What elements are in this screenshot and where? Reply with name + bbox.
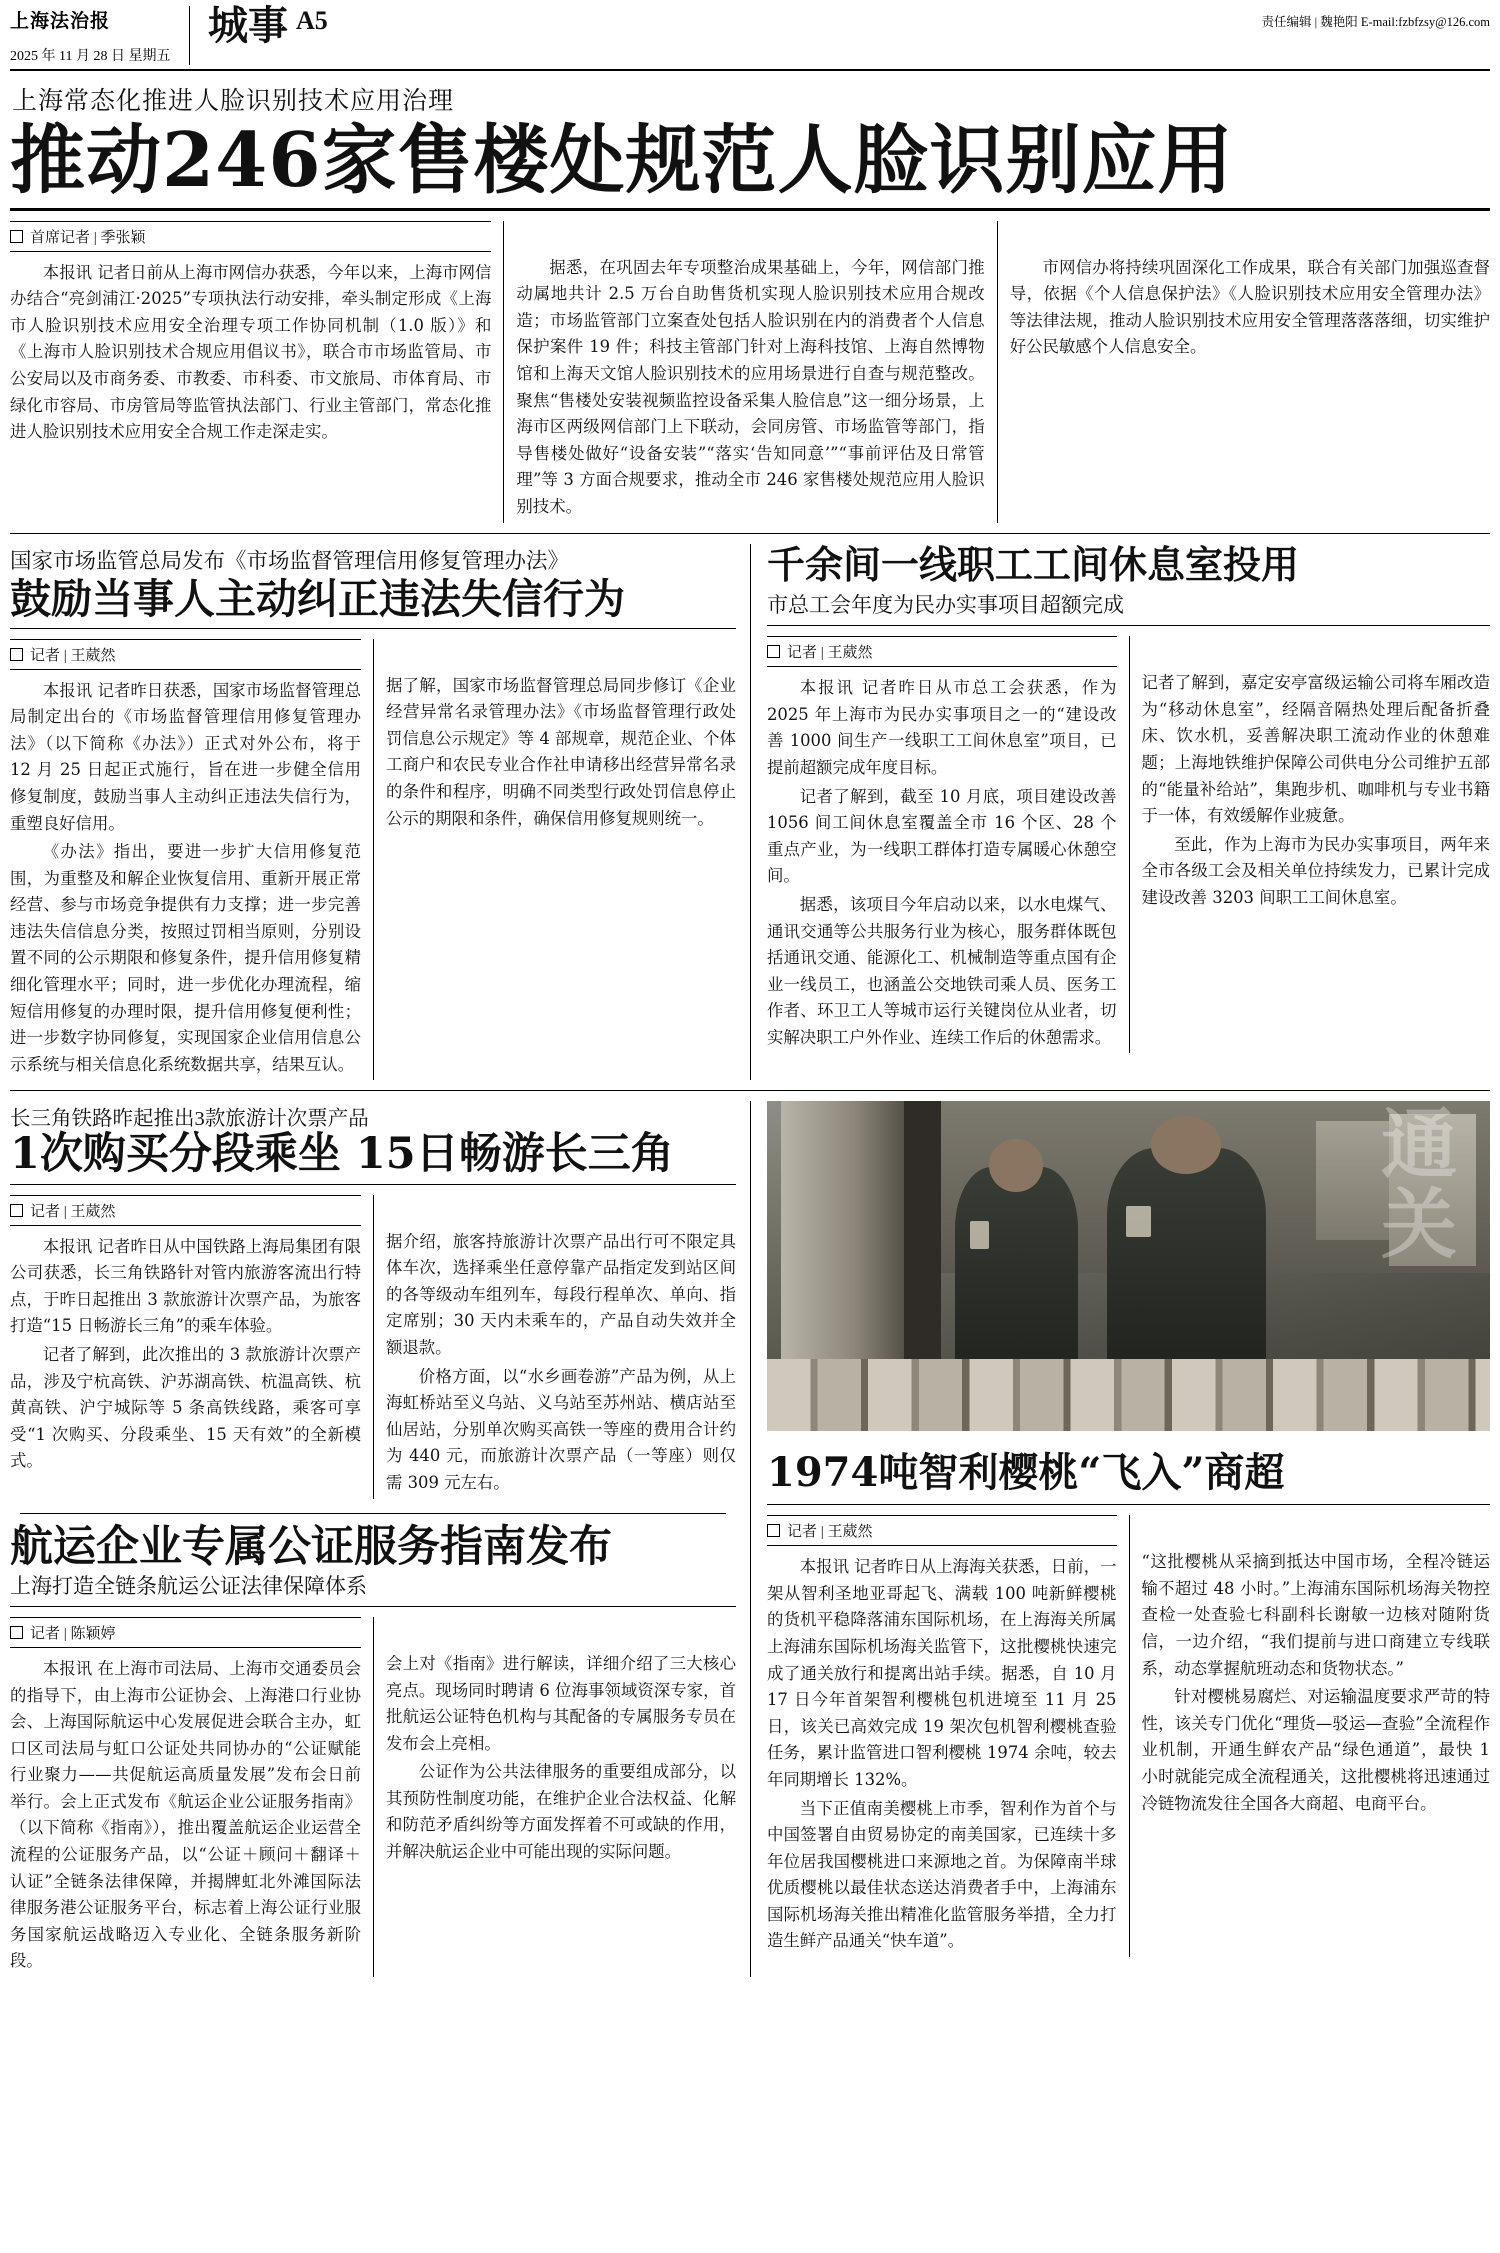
byline: [10, 1617, 361, 1648]
byline-text: 首席记者 | 季张颖: [30, 229, 146, 246]
byline-text: 记者 | 王葳然: [787, 1524, 873, 1541]
story-headline: 千余间一线职工工间休息室投用: [767, 541, 1300, 587]
masthead-left: [10, 6, 190, 65]
paragraph: 本报讯 在上海市司法局、上海市交通委员会的指导下，由上海市公证协会、上海港口行业协会、上海国际航运中心发展促进会联合主办，虹口区司法局与虹口公证处共同协办的“公证赋能行业聚力——共促航运高质量发展”发布会日前举行。会上正式发布《航运企业公证服务指南》（以下简称《指南》），推出覆盖航运企业运营全流程的公证服务产品，以“公证＋顾问＋翻译＋认证”全链条法律保障，并揭牌虹北外滩国际法律服务港公证服务平台，标志着上海公证行业服务国家航运战略迈入专业化、全链条服务新阶段。: [10, 1658, 361, 1971]
issue-date: 2025 年 11 月 28 日 星期五: [10, 49, 171, 64]
paragraph: 本报讯 记者昨日从上海海关获悉，日前，一架从智利圣地亚哥起飞、满载 100 吨新鲜樱桃的货机平稳降落浦东国际机场，在上海海关所属上海浦东国际机场海关监管下，这批樱桃快速完成了通关放行和提离出站手续。据悉，自 10 月 17 日今年首架智利樱桃包机进境至 11 月 25 日，该关已高效完成 19 架次包机智利樱桃查验任务，累计监管进口智利樱桃 1974 余吨，较去年同期增长 132%。: [767, 1557, 1117, 1789]
section-name: 城事: [208, 2, 288, 49]
paragraph: 据介绍，旅客持旅游计次票产品出行可不限定具体车次，选择乘坐任意停靠产品指定发到站区间的各等级动车组列车，每段行程单次、单向、指定席别；30 天内未乘车的，产品自动失效并全额退款。: [386, 1231, 736, 1358]
rail-ticket-story: [10, 1101, 736, 1498]
paragraph: 本报讯 记者昨日获悉，国家市场监督管理总局制定出台的《市场监督管理信用修复管理办法》（以下简称《办法》）正式对外公布，将于 12 月 25 日起正式施行，旨在进一步健全信用修复制度，鼓励当事人主动纠正违法失信行为，重塑良好信用。: [10, 680, 361, 833]
lower-left-column: [10, 1101, 750, 1977]
byline-marker-icon: [10, 648, 23, 661]
divider: [10, 1090, 1490, 1091]
paragraph: 据悉，在巩固去年专项整治成果基础上，今年，网信部门推动属地共计 2.5 万台自助售货机实现人脸识别技术应用合规改造；市场监管部门立案查处包括人脸识别在内的消费者个人信息保护案件 19 件；科技主管部门针对上海科技馆、上海自然博物馆和上海天文馆人脸识别技术的应用场景进行自查与规范整改。聚焦“售楼处安装视频监控设备采集人脸信息”这一细分场景，上海市区两级网信部门上下联动，会同房管、市场监管等部门，指导售楼处做好“设备安装”“落实‘告知同意’”“事前评估及日常管理”等 3 方面合规要求，推动全市 246 家售楼处规范应用人脸识别技术。: [516, 257, 985, 516]
paragraph: 《办法》指出，要进一步扩大信用修复范围，为重整及和解企业恢复信用、重新开展正常经营、参与市场竞争提供有力支撑；进一步完善违法失信信息分类，按照过罚相当原则，分别设置不同的公示期限和修复条件，提升信用修复精细化管理水平；同时，进一步优化办理流程，缩短信用修复的办理时限，提升信用修复便利性；进一步数字协同修复，实现国家企业信用信息公示系统与相关信息化系统数据共享，结果互认。: [10, 842, 361, 1074]
middle-band: [0, 541, 1500, 1081]
paragraph: 会上对《指南》进行解读，详细介绍了三大核心亮点。现场同时聘请 6 位海事领域资深专家，首批航运公证特色机构与其配备的专属服务专员在发布会上亮相。: [386, 1653, 736, 1753]
notary-story: [10, 1521, 736, 1977]
paragraph: 据悉，该项目今年启动以来，以水电煤气、通讯交通等公共服务行业为核心，服务群体既包括通讯交通、能源化工、机械制造等重点国有企业一线员工，也涵盖公交地铁司乘人员、医务工作者、环卫工人等城市运行关键岗位从业者，切实解决职工户外作业、连续工作后的休憩需求。: [767, 894, 1117, 1047]
photo-officer-left: [955, 1167, 1078, 1372]
story-subhead: 上海打造全链条航运公证法律保障体系: [10, 1573, 367, 1598]
story-headline: 1974吨智利樱桃“飞入”商超: [767, 1449, 1285, 1497]
news-photo: [767, 1101, 1490, 1431]
byline: [767, 1515, 1117, 1546]
byline-marker-icon: [767, 645, 780, 658]
credit-restore-story: [10, 544, 750, 1081]
byline-marker-icon: [10, 1204, 23, 1217]
byline-text: 记者 | 王葳然: [787, 645, 873, 662]
story-subhead: 市总工会年度为民办实事项目超额完成: [767, 593, 1124, 618]
photo-officer-right: [1107, 1148, 1266, 1372]
paragraph: 价格方面，以“水乡画卷游”产品为例，从上海虹桥站至义乌站、义乌站至苏州站、横店站至仙居站，分别单次购买高铁一等座的费用合计约为 440 元，而旅游计次票产品（一等座）则仅需 309 元左右。: [386, 1366, 736, 1492]
masthead: [0, 0, 1500, 65]
lead-kicker: 上海常态化推进人脸识别技术应用治理: [12, 88, 455, 115]
photo-figure: [767, 1101, 1490, 1431]
paragraph: 记者了解到，此次推出的 3 款旅游计次票产品，涉及宁杭高铁、沪苏湖高铁、杭温高铁、杭黄高铁、沪宁城际等 5 条高铁线路，乘客可享受“1 次购买、分段乘坐、15 天有效”的全新模式。: [10, 1345, 361, 1471]
story-headline: 航运企业专属公证服务指南发布: [10, 1521, 612, 1572]
byline: [10, 221, 491, 252]
paragraph: 针对樱桃易腐烂、对运输温度要求严苛的特性，该关专门优化“理货—驳运—查验”全流程作业机制，开通生鲜农产品“绿色通道”，最快 1 小时就能完成全流程通关，这批樱桃将迅速通过冷链物流发往全国各大商超、电商平台。: [1141, 1687, 1490, 1813]
divider: [20, 1513, 726, 1514]
photo-badge-shape: [970, 1221, 990, 1250]
paragraph: 记者了解到，截至 10 月底，项目建设改善 1056 间工间休息室覆盖全市 16 个区、28 个重点产业，为一线职工群体打造专属暖心休憩空间。: [767, 786, 1117, 886]
lower-band: [0, 1101, 1500, 1977]
byline-text: 记者 | 王葳然: [30, 1203, 116, 1220]
editor-info: 责任编辑 | 魏艳阳 E-mail:fzbfzsy@126.com: [1261, 15, 1490, 29]
story-kicker: 长三角铁路昨起推出3款旅游计次票产品: [10, 1108, 369, 1131]
photo-head-shape: [1151, 1116, 1221, 1174]
section-title-block: [190, 2, 328, 65]
lead-headline: 推动246家售楼处规范人脸识别应用: [10, 116, 1234, 204]
paragraph: 记者了解到，嘉定安亭富级运输公司将车厢改造为“移动休息室”，经隔音隔热处理后配备折叠床、饮水机，妥善解决职工流动作业的休憩难题；上海地铁维护保障公司供电分公司维护五部的“能量补给站”，集跑步机、咖啡机与专业书籍于一体，有效缓解作业疲惫。: [1141, 673, 1490, 826]
paragraph: 本报讯 记者日前从上海市网信办获悉，今年以来，上海市网信办结合“亮剑浦江·2025”专项执法行动安排，牵头制定形成《上海市人脸识别技术应用安全治理专项工作协同机制（1.0 版）》和《上海市人脸识别技术合规应用倡议书》，联合市市场监管局、市公安局以及市商务委、市教委、市科委、市文旅局、市体育局、市绿化市容局、市房管局等监管执法部门、行业主管部门，常态化推进人脸识别技术应用安全合规工作走深走实。: [10, 262, 492, 442]
byline-text: 记者 | 王葳然: [30, 647, 116, 664]
story-headline: 1次购买分段乘坐 15日畅游长三角: [10, 1129, 674, 1180]
paragraph: 至此，作为上海市为民办实事项目，两年来全市各级工会及相关单位持续发力，已累计完成建设改善 3203 间职工工间休息室。: [1141, 834, 1490, 907]
paragraph: “这批樱桃从采摘到抵达中国市场，全程冷链运输不超过 48 小时。”上海浦东国际机场海关物控查检一处查验七科副科长谢敏一边核对随附货信，一边介绍，“我们提前与进口商建立专线联系，动态掌握航班动态和货物状态。”: [1141, 1552, 1490, 1678]
paragraph: 本报讯 记者昨日从中国铁路上海局集团有限公司获悉，长三角铁路针对管内旅游客流出行特点，于昨日起推出 3 款旅游计次票产品，为旅客打造“15 日畅游长三角”的乘车体验。: [10, 1236, 361, 1336]
lead-story: [0, 71, 1500, 523]
newspaper-logo: 上海法治报: [10, 10, 111, 32]
paragraph: 公证作为公共法律服务的重要组成部分，以其预防性制度功能，在维护企业合法权益、化解和防范矛盾纠纷等方面发挥着不可或缺的作用，并解决航运企业中可能出现的实际问题。: [386, 1762, 736, 1861]
cherry-story: [750, 1101, 1490, 1977]
byline: [10, 639, 361, 670]
photo-head-shape: [989, 1139, 1043, 1192]
lead-columns: [0, 221, 1500, 523]
paragraph: 当下正值南美樱桃上市季，智利作为首个与中国签署自由贸易协定的南美国家，已连续十多年位居我国樱桃进口来源地之首。为保障南半球优质樱桃以最佳状态送达消费者手中，上海浦东国际机场海关推出精准化监管服务举措，全力打造生鲜产品通关“快车道”。: [767, 1798, 1117, 1951]
divider: [10, 533, 1490, 534]
page-number: A5: [296, 6, 328, 35]
worker-rooms-story: [750, 541, 1490, 1081]
story-kicker: 国家市场监管总局发布《市场监督管理信用修复管理办法》: [10, 548, 570, 573]
paragraph: 市网信办将持续巩固深化工作成果，联合有关部门加强巡查督导，依据《个人信息保护法》《人脸识别技术应用安全管理办法》等法律法规，推动人脸识别技术应用安全管理落落落细，切实维护好公民敏感个人信息安全。: [1009, 257, 1490, 357]
story-headline: 鼓励当事人主动纠正违法失信行为: [10, 574, 625, 623]
photo-watermark: 通关: [1381, 1101, 1457, 1270]
photo-cherry-boxes: [767, 1359, 1490, 1432]
byline-marker-icon: [10, 230, 23, 243]
byline: [767, 636, 1117, 667]
paragraph: 据了解，国家市场监督管理总局同步修订《企业经营异常名录管理办法》《市场监督管理行政处罚信息公示规定》等 4 部规章，规范企业、个体工商户和农民专业合作社申请移出经营异常名录的条件和程序，明确不同类型行政处罚信息停止公示的期限和条件，确保信用修复规则统一。: [386, 675, 736, 828]
paragraph: 本报讯 记者昨日从市总工会获悉，作为 2025 年上海市为民办实事项目之一的“建设改善 1000 间生产一线职工工间休息室”项目，已提前超额完成年度目标。: [767, 678, 1117, 778]
byline-text: 记者 | 陈颖婷: [30, 1625, 116, 1642]
photo-badge-shape: [1126, 1206, 1151, 1237]
byline: [10, 1195, 361, 1226]
byline-marker-icon: [767, 1524, 780, 1537]
byline-marker-icon: [10, 1626, 23, 1639]
lead-rule: [10, 208, 1490, 211]
